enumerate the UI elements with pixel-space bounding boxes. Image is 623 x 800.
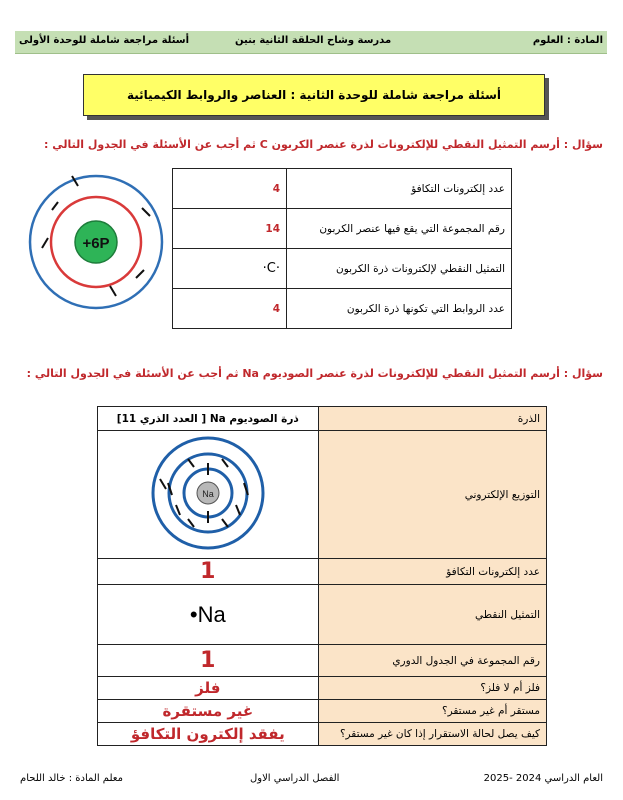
row-label: التوزيع الإلكتروني <box>318 431 546 559</box>
table-row <box>98 723 547 746</box>
table-row <box>98 431 547 559</box>
row-value: فلز <box>98 677 319 700</box>
carbon-table <box>172 168 512 329</box>
row-label: عدد إلكترونات التكافؤ <box>318 559 546 585</box>
row-value: 14 <box>173 209 287 249</box>
table-row <box>173 169 512 209</box>
footer-teacher: معلم المادة : خالد اللحام <box>20 773 123 784</box>
sodium-nucleus-label: Na <box>202 489 214 499</box>
row-label: عدد الروابط التي تكونها ذرة الكربون <box>287 289 512 329</box>
row-label: رقم المجموعة التي يقع فيها عنصر الكربون <box>287 209 512 249</box>
footer-year: العام الدراسي 2024 -2025 <box>483 773 603 784</box>
page-title: أسئلة مراجعة شاملة للوحدة الثانية : العناصر والروابط الكيميائية <box>83 74 545 116</box>
header-doc-title: أسئلة مراجعة شاملة للوحدة الأولى <box>19 35 190 46</box>
table-row <box>98 407 547 431</box>
row-value: غير مستقرة <box>98 700 319 723</box>
row-label: التمثيل النقطي <box>318 585 546 645</box>
sodium-atom-diagram <box>148 433 268 553</box>
row-value: 1 <box>98 645 319 677</box>
carbon-dot-structure: ·C· <box>173 249 287 289</box>
table-row <box>98 585 547 645</box>
question-2-text: سؤال : أرسم التمثيل النقطي للإلكترونات لذرة عنصر الصوديوم Na ثم أجب عن الأسئلة في الجدول التالي : <box>26 367 603 380</box>
sodium-table <box>97 406 547 746</box>
row-label: رقم المجموعة في الجدول الدوري <box>318 645 546 677</box>
header-subject: المادة : العلوم <box>532 35 603 46</box>
table-row <box>98 559 547 585</box>
header-school: مدرسة وشاح الحلقة الثانية بنين <box>235 35 392 46</box>
row-label: مستقر أم غير مستقر؟ <box>318 700 546 723</box>
table-row <box>98 700 547 723</box>
row-label: التمثيل النقطي لإلكترونات ذرة الكربون <box>287 249 512 289</box>
question-1-text: سؤال : أرسم التمثيل النقطي للإلكترونات لذرة عنصر الكربون C ثم أجب عن الأسئلة في الجدول التالي : <box>44 138 603 151</box>
table-row <box>173 209 512 249</box>
row-value: 1 <box>98 559 319 585</box>
row-value: ذرة الصوديوم Na [ العدد الذري 11] <box>98 407 319 431</box>
footer-term: الفصل الدراسي الاول <box>250 773 340 784</box>
table-row <box>98 677 547 700</box>
table-row <box>173 249 512 289</box>
sodium-atom-cell <box>98 431 319 559</box>
row-label: الذرة <box>318 407 546 431</box>
header-bar <box>15 31 607 54</box>
carbon-atom-diagram <box>12 170 172 320</box>
table-row <box>173 289 512 329</box>
row-value: 4 <box>173 169 287 209</box>
table-row <box>98 645 547 677</box>
row-value: يفقد إلكترون التكافؤ <box>98 723 319 746</box>
row-label: عدد إلكترونات التكافؤ <box>287 169 512 209</box>
row-label: فلز أم لا فلز؟ <box>318 677 546 700</box>
sodium-dot-structure: Na• <box>98 585 319 645</box>
row-label: كيف يصل لحالة الاستقرار إذا كان غير مستقر؟ <box>318 723 546 746</box>
nucleus-label: +6P <box>82 235 110 252</box>
row-value: 4 <box>173 289 287 329</box>
